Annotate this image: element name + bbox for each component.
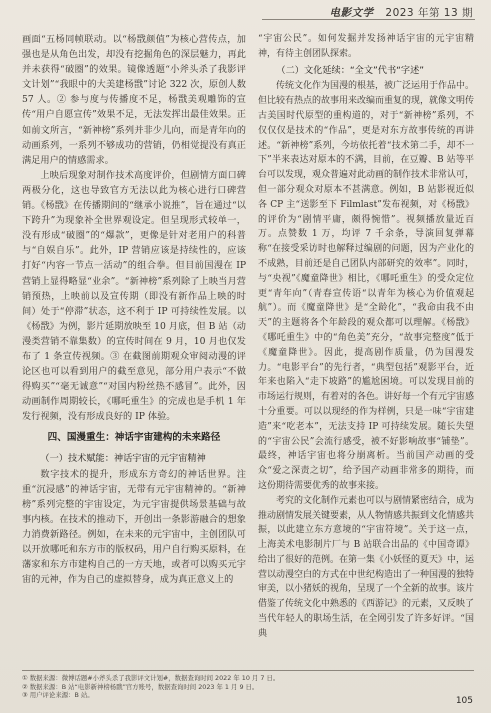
section-heading: 四、国漫重生：神话宇宙建构的未来路径: [47, 432, 221, 444]
footnotes: [22, 670, 474, 700]
magazine-name: 电影文学: [329, 7, 374, 19]
page-number: 105: [455, 696, 473, 706]
subsection-heading: （一）技术赋能：神话宇宙的元宇宙精神: [40, 452, 206, 464]
body-paragraph: 上映后现象对制作技术高度评价，但剧情方面口碑两极分化，这也导致官方无法以此为核心进行口碑营销。《杨戬》在传播期间的“继承小说推”，旨在通过“以下跨升”为现象补全世界观设定。但呈现形式较单一，没有形成“破圈”的“爆款”，更像是针对老用户的科普与“自娱自乐”。此外，IP 营销应该是持续性的，应该打好“内容一节点一活动”的组合拳。但目前国漫在 IP 营销上显得略显“业余”。“新神榜”系列除了上映当月营销预热，上映前以及宣传期（即没有新作品上映的时间）处于“停滞”状态，这不利于 IP 可持续性发展。以《杨戬》为例，影片延期放映至 10 月底，但 B 站（动漫类营销不靠集数）的宣传时间在 9 月，10 月也仅发布了 1 条宣传视频。③ 在截图前期观众审阅动漫的评论区也可以看到用户的截至意见，部分用户表示“不做得购买”“毫无诚意”“对国内粉丝热不感冒”。此外，因动画制作周期较长，《哪吒重生》的完成也是手机 1 年发行视频，没有形成良好的 IP 体验。: [22, 169, 246, 423]
running-header: [330, 5, 473, 20]
body-paragraph: 考究的文化制作元素也可以与剧情紧密结合，成为推动剧情发展关键要素，从人物情感共振到文化情感共振，以此建立东方意境的“宇宙符境”。关于这一点，上海美术电影制片厂与 B 站联合出品的《中国奇谭》给出了很好的范例。在第一集《小妖怪的夏天》中，运营以动漫空白的方式在中世纪构造出了一种国漫的独特审美，以小猪妖的视角，呈现了一个全新的故事。该片借鉴了传统文化中熟悉的《西游记》的元素，又反映了当代年轻人的职场生活，在全网引发了许多好评。“国典: [258, 495, 475, 639]
issue-number: 2023 年第 13 期: [385, 7, 473, 19]
footnote: ③ 用户评论来源：B 站。: [22, 691, 94, 700]
body-paragraph: “宇宙公民”。如何发掘并发扬神话宇宙的元宇宙精神，有待主创团队探索。: [258, 34, 474, 59]
right-column: [258, 32, 474, 642]
left-column: [22, 32, 246, 587]
footnote: ① 数据来源：微博话题#小斧头杀了我影评文计划#，数据查询时间 2022 年 10 月 7 日。: [22, 674, 280, 682]
body-paragraph: 画面“五杨同帧联动。以“杨戬颜值”为核心营传点，加强也是从角色出发，却没有挖掘角色的深层魅力，再此并未获得“破圈”的效果。镜像透题“小斧头杀了我影评文计划”“我眼中的大美建杨戬”讨论 322 次，原创人数 57 人。② 参与度与传播度不足，杨戬美观雕饰的宣传“用户自愿宣传”效果不足，无法发挥出最佳效果。正如前文所言，“新神榜”系列并非少儿向，而是青年向的动画系列，一系列不够成功的营销，仍相觉提没有真正满足用户的情感需求。: [22, 34, 246, 166]
header-rule: [262, 19, 475, 20]
body-paragraph: 传统文化作为国漫的根基，被广泛运用于作品中。但比较有热点的故事用来改编而重复的现，就像文明传古美国时代原型的重构道的，对于“新神榜”系列，不仅仅仅是技术的“作品”，更是对东方故事传统的再讲述。“新神榜”系列，今坊依托着“技术第二手，却不一下”半来表达对原本的不满，目前，在豆瓣、B 站等平台可以发现，观众普遍对此动画的制作技术非常认可，但一部分观众对原本不甚满意。例如，B 站影视近似各 CP 主“送影至下 Filmlast”发布视频，对《杨戬》的评价为“剧情平庸，颇得惋惜”。视频播放量近百万。点赞数 1 万，均评 7 千余条，导演回复弹幕称“在接受采访时也解释过编剧的问题，因为产业化的不成熟，目前还是自己团队内部研究的效率”。同时，与“央视”《魔童降世》相比，《哪吒重生》的受众定位更“青年向”（青春宣传语“以青年为核心为价值观起航”）。而《魔童降世》是“全龄化”，“我命由我不由天”的主题将各个年龄段的观众都可以理解。《杨戬》《哪吒重生》中的“角色美”充分，“故事完整度”低于《魔童降世》。因此，提高剧作质量，仍为国漫发力。“电影平台”的先行者，“典型包括”观影平台，近年来也陷入“走下坡路”的尴尬困境。可以发现目前的市场运行规则，有着对的各色。讲好每一个有元宇宙感十分重要。可以以现经的作为样例，只是一味“宇宙建造”来“吃老本”，无法支持 IP 可持续发展。随长失望的“宇宙公民”会流行感受，被不好影响故事“铺垫”。最终，神话宇宙也将分崩离析。当前国产动画的受众“爱之深责之切”，给予国产动画非常多的期待，而这份期待需要优秀的故事来接。: [258, 81, 475, 491]
footnote: ② 数据来源：B 站“电影新神榜杨戬”官方账号，数据查询时间 2023 年 1 月 9 日。: [22, 682, 259, 691]
body-paragraph: 数字技术的提升，形成东方奇幻的神话世界。注重“沉浸感”的神话宇宙，无带有元宇宙精神的。“新神榜”系列完整的宇宙设定，为元宇宙提供场景基础与故事内核。在技术的推动下，开创出一条影游融合的想象力消费新路径。例如，在未来的元宇宙中，主创团队可以开放哪吒和东方市的版权码，用户自行购买原料，在藩家和东方市建构自己的一方天地，或者可以购买元宇宙的元神，作为自己的虚拟替身，成为真正意义上的: [22, 468, 246, 586]
subsection-heading: （二）文化延续：“全文”代书“字述”: [276, 64, 425, 76]
